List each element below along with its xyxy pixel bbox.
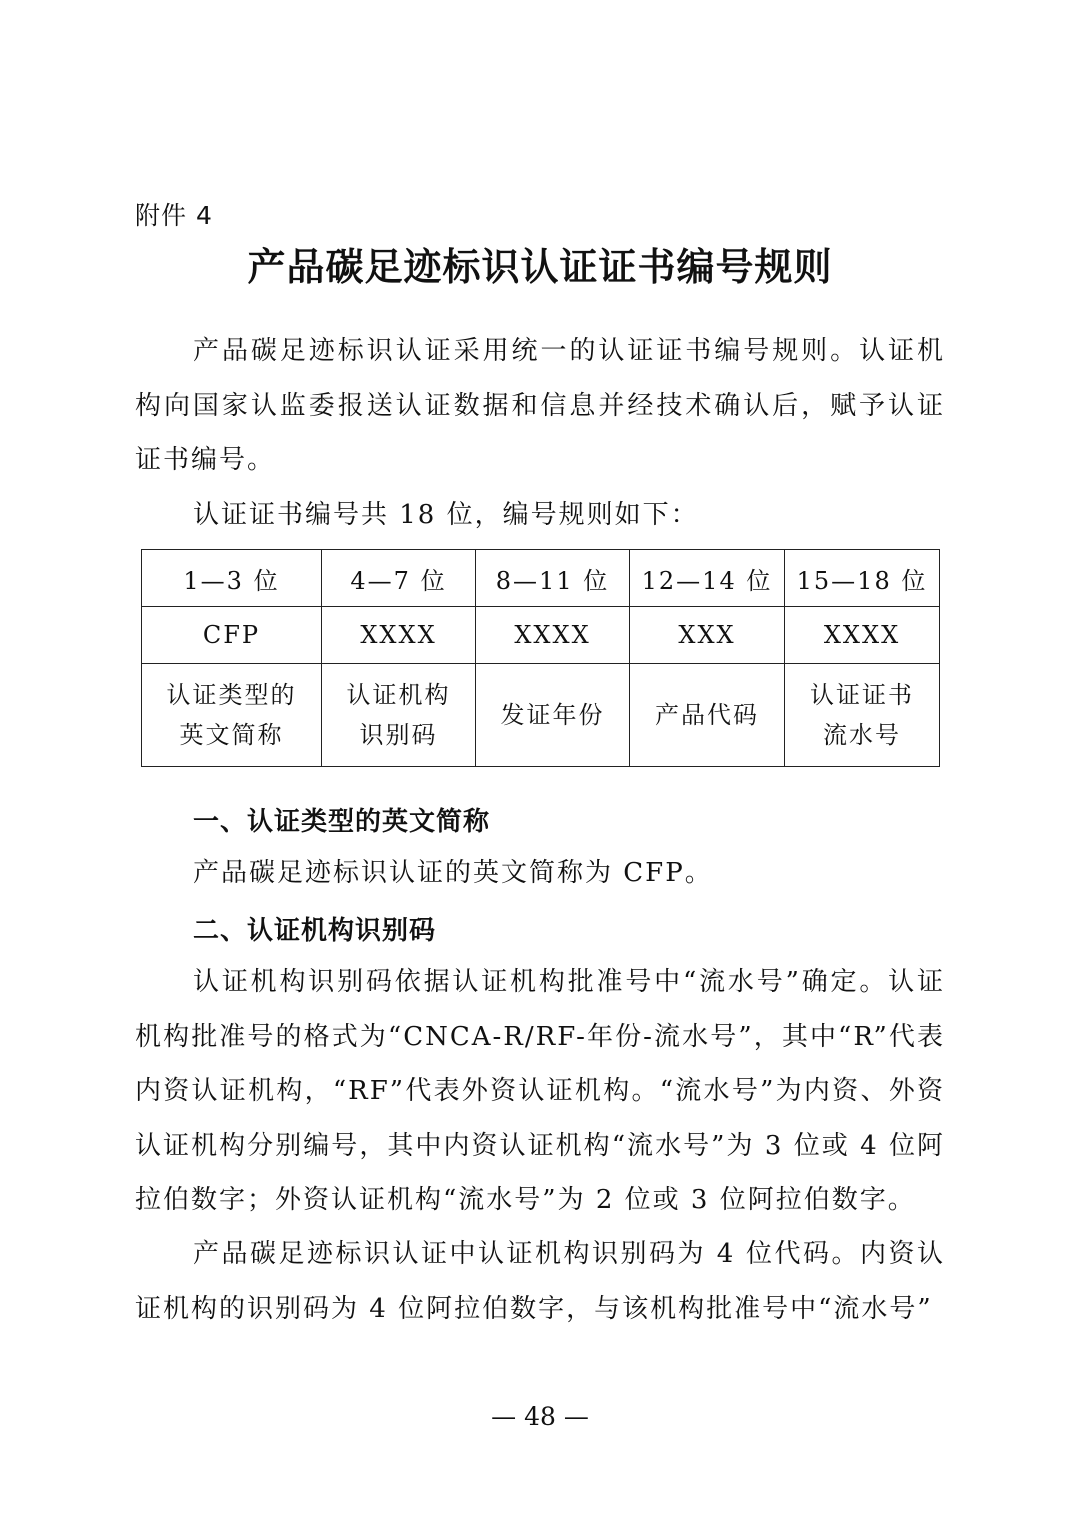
- page-number: — 48 —: [491, 1402, 589, 1431]
- section2-body-2: 产品碳足迹标识认证中认证机构识别码为 4 位代码。内资认证机构的识别码为 4 位阿拉伯数字，与该机构批准号中“流水号”: [135, 1239, 945, 1324]
- digits-paragraph: 认证证书编号共 18 位，编号规则如下：: [193, 500, 699, 530]
- table-cell: [142, 664, 322, 767]
- cell-line: 认证类型的: [166, 681, 297, 709]
- cell-line: 发证年份: [500, 701, 605, 729]
- table-cell: 15—18 位: [785, 550, 940, 607]
- table-cell: 8—11 位: [476, 550, 630, 607]
- table-cell: [630, 664, 785, 767]
- table-cell: XXX: [630, 607, 785, 664]
- table-cell: [322, 664, 476, 767]
- table-cell: CFP: [142, 607, 322, 664]
- cell-line: 产品代码: [655, 701, 759, 729]
- section-heading-1: 一、认证类型的英文简称: [193, 807, 491, 837]
- table-cell: 12—14 位: [630, 550, 785, 607]
- intro-paragraph: 产品碳足迹标识认证采用统一的认证证书编号规则。认证机构向国家认监委报送认证数据和信息并经技术确认后，赋予认证证书编号。: [135, 336, 945, 475]
- section2-body-1: 认证机构识别码依据认证机构批准号中“流水号”确定。认证机构批准号的格式为“CNCA-R/RF-年份-流水号”，其中“R”代表内资认证机构，“RF”代表外资认证机构。“流水号”为内资、外资认证机构分别编号，其中内资认证机构“流水号”为 3 位或 4 位阿拉伯数字；外资认证机构“流水号”为 2 位或 3 位阿拉伯数字。: [135, 967, 945, 1215]
- table-cell: XXXX: [785, 607, 940, 664]
- cell-line: 识别码: [359, 721, 438, 749]
- cell-line: 认证机构: [346, 681, 451, 709]
- cell-line: 英文简称: [179, 721, 284, 749]
- table-row-codes: [142, 607, 940, 664]
- cell-line: 流水号: [823, 721, 901, 749]
- table-cell: 1—3 位: [142, 550, 322, 607]
- table-cell: XXXX: [476, 607, 630, 664]
- section-heading-2: 二、认证机构识别码: [193, 916, 437, 946]
- table-cell: 4—7 位: [322, 550, 476, 607]
- document-title: 产品碳足迹标识认证证书编号规则: [247, 245, 833, 289]
- table-cell: XXXX: [322, 607, 476, 664]
- attachment-label: 附件 4: [135, 201, 213, 230]
- table-cell: [476, 664, 630, 767]
- table-row-positions: [142, 550, 940, 607]
- table-cell: [785, 664, 940, 767]
- section1-body: 产品碳足迹标识认证的英文简称为 CFP。: [193, 858, 713, 888]
- table-row-meanings: [142, 664, 940, 767]
- numbering-rules-table: [141, 549, 940, 767]
- cell-line: 认证证书: [810, 681, 914, 709]
